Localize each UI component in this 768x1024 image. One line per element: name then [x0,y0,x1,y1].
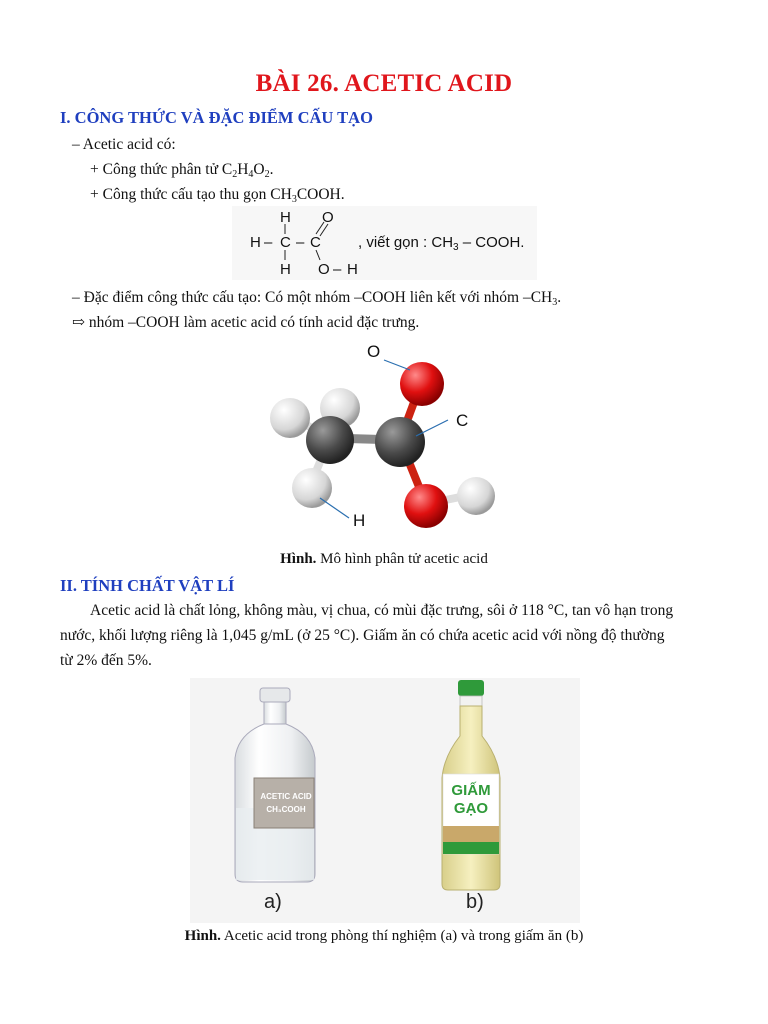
condensed-formula-line: + Công thức cấu tạo thu gọn $CH_3COOH$. [90,186,345,205]
page-title: BÀI 26. ACETIC ACID [255,70,513,97]
formula-atom-o: O [322,209,334,226]
bottle-a-label-formula: CH₃COOH [266,805,306,814]
bottle-b-label-line2: GẠO [453,800,489,817]
formula-bond: – [333,261,342,278]
model-label-oxygen: O [367,342,381,361]
model-label-carbon: C [456,411,469,430]
model-label-hydrogen: H [353,511,366,530]
paragraph-line: Acetic acid là chất lỏng, không màu, vị chua, có mùi đặc trưng, sôi ở 118 °C, tan vô hạn trong [90,602,674,619]
figure-caption-bottles: Hình. Acetic acid trong phòng thí nghiệm (a) và trong giấm ăn (b) [184,928,584,944]
molecular-formula-line: + Công thức phân tử $C_2H_4O_2$. [90,161,274,180]
bottle-b-label-line1: GIẤM [451,782,491,799]
section-heading-structure: I. CÔNG THỨC VÀ ĐẶC ĐIỂM CẤU TẠO [60,108,373,127]
figure-label-a: a) [264,891,282,913]
formula-atom-h: H [280,209,291,226]
figure-caption-model: Hình. Mô hình phân tử acetic acid [280,551,488,567]
figure-label-b: b) [466,891,484,913]
molecule-model [260,338,510,538]
formula-atom-c: C [280,234,291,251]
formula-bond: – [264,234,273,251]
paragraph-line: nước, khối lượng riêng là 1,045 g/mL (ở 25 °C). Giấm ăn có chứa acetic acid với nồng độ thường [60,627,665,644]
structure-feature-line: – Đặc điểm công thức cấu tạo: Có một nhóm –COOH liên kết với nhóm $-CH_3$. [72,289,562,308]
structural-formula [232,206,537,280]
short-formula: , viết gọn : $CH_3$ – COOH. [358,234,525,253]
formula-atom-c: C [310,234,321,251]
formula-bond: – [296,234,305,251]
formula-atom-h: H [347,261,358,278]
bottle-a-label-name: ACETIC ACID [260,792,312,801]
formula-atom-o: O [318,261,330,278]
formula-atom-h: H [280,261,291,278]
text-line: – Acetic acid có: [72,136,176,153]
section-heading-physical: II. TÍNH CHẤT VẬT LÍ [60,576,235,595]
formula-atom-h: H [250,234,261,251]
bottles-figure [190,678,580,923]
conclusion-line: ⇨ nhóm –COOH làm acetic acid có tính acid đặc trưng. [72,314,420,331]
paragraph-line: từ 2% đến 5%. [60,652,152,669]
